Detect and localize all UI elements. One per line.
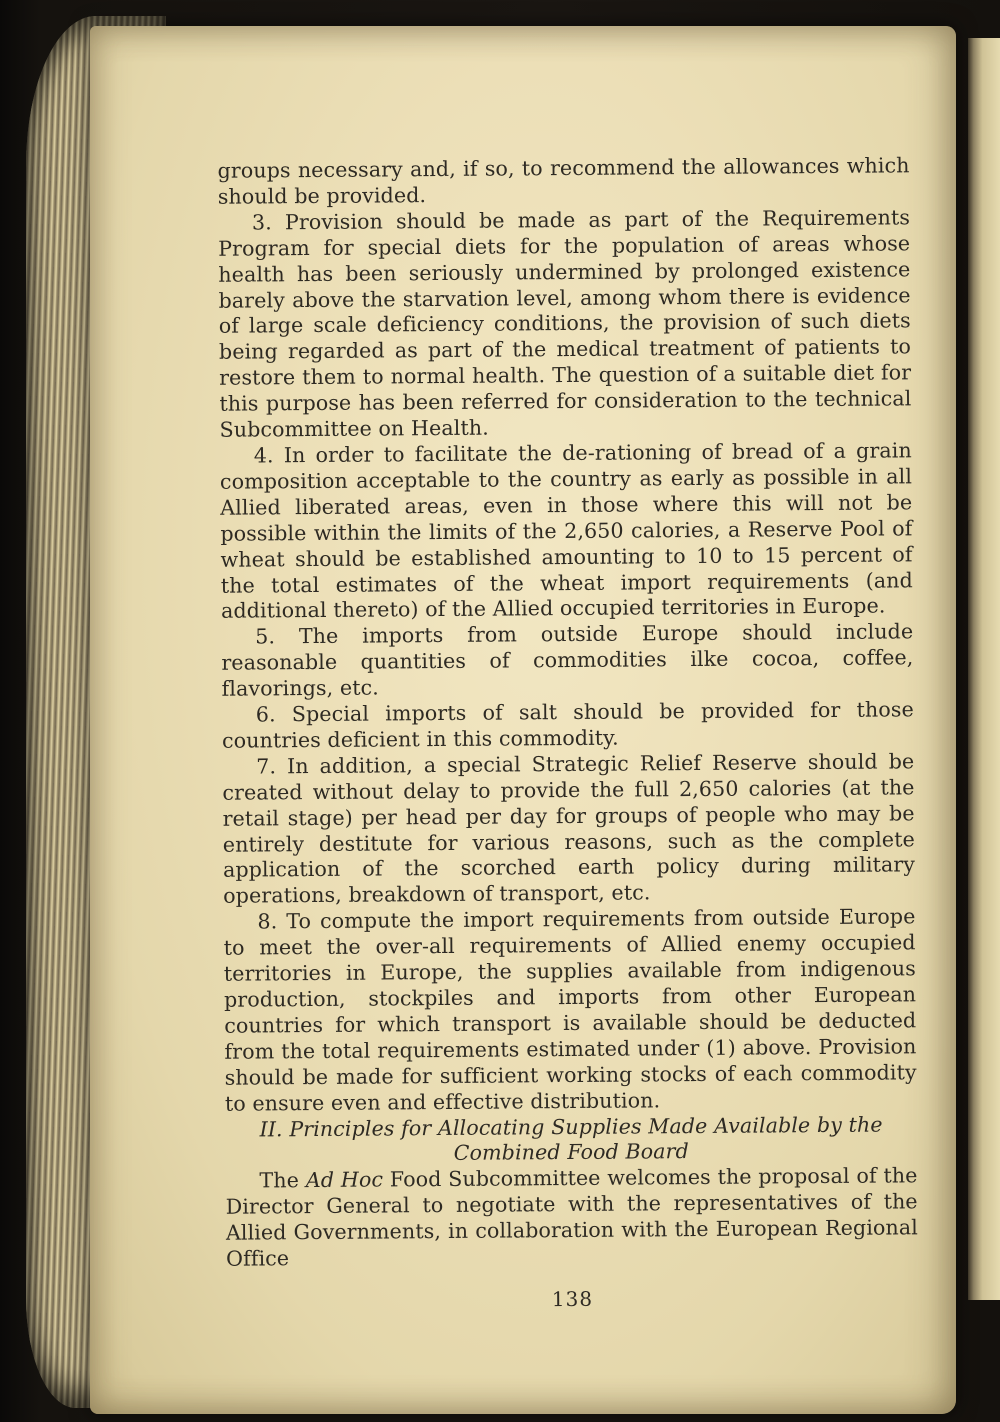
page-text — [217, 153, 918, 1315]
closing-rest: Food Subcommittee welcomes the proposal of the Director General to negotiate with the representatives of the Allied Governments, in collaboration with the European Regional Office — [225, 1163, 918, 1271]
closing-paragraph — [225, 1164, 918, 1273]
paragraph-8: 8. To compute the import requirements from outside Europe to meet the over-all requirements of Allied enemy occupied territories in Europe, the supplies available from indigenous production, stockpiles and imports from other European countries for which transport is available should be deducted from the total requirements estimated under (1) above. Provision should be made for sufficient working stocks of each commodity to ensure even and effective distribution. — [223, 904, 917, 1116]
section-heading: II. Principles for Allocating Supplies Made Available by the Combined Food Board — [259, 1112, 883, 1166]
paragraph-continuation: groups necessary and, if so, to recommend the allowances which should be provided. — [217, 153, 910, 209]
paragraph-7: 7. In addition, a special Strategic Relief Reserve should be created without delay to provide the full 2,650 calories (at the retail stage) per head per day for groups of people who may be entirely destitute for various reasons, such as the complete application of the scorched earth policy during military operations, breakdown of transport, etc. — [222, 749, 916, 909]
closing-italic: Ad Hoc — [305, 1167, 384, 1193]
paragraph-6: 6. Special imports of salt should be provided for those countries deficient in this commodity. — [221, 697, 914, 753]
paragraph-3: 3. Provision should be made as part of the Requirements Program for special diets for the population of areas whose health has been seriously undermined by prolonged existence barely above the starvation level, among whom there is evidence of large scale deficiency conditions, the provision of such diets being regarded as part of the medical treatment of patients to restore them to normal health. The question of a suitable diet for this purpose has been referred for consideration to the technical Subcommittee on Health. — [218, 205, 912, 442]
paragraph-5: 5. The imports from outside Europe should include reasonable quantities of commodities ilke cocoa, coffee, flavorings, etc. — [221, 619, 914, 701]
paragraph-4: 4. In order to facilitate the de-rationing of bread of a grain composition acceptable to the country as early as possible in all Allied liberated areas, even in those where this will not be possible within the limits of the 2,650 calories, a Reserve Pool of wheat should be established amounting to 10 to 15 percent of the total estimates of the wheat import requirements (and additional thereto) of the Allied occupied territories in Europe. — [219, 438, 913, 624]
closing-lead: The — [259, 1168, 306, 1193]
next-page-edge — [968, 38, 1000, 1300]
page-number: 138 — [551, 1286, 594, 1312]
